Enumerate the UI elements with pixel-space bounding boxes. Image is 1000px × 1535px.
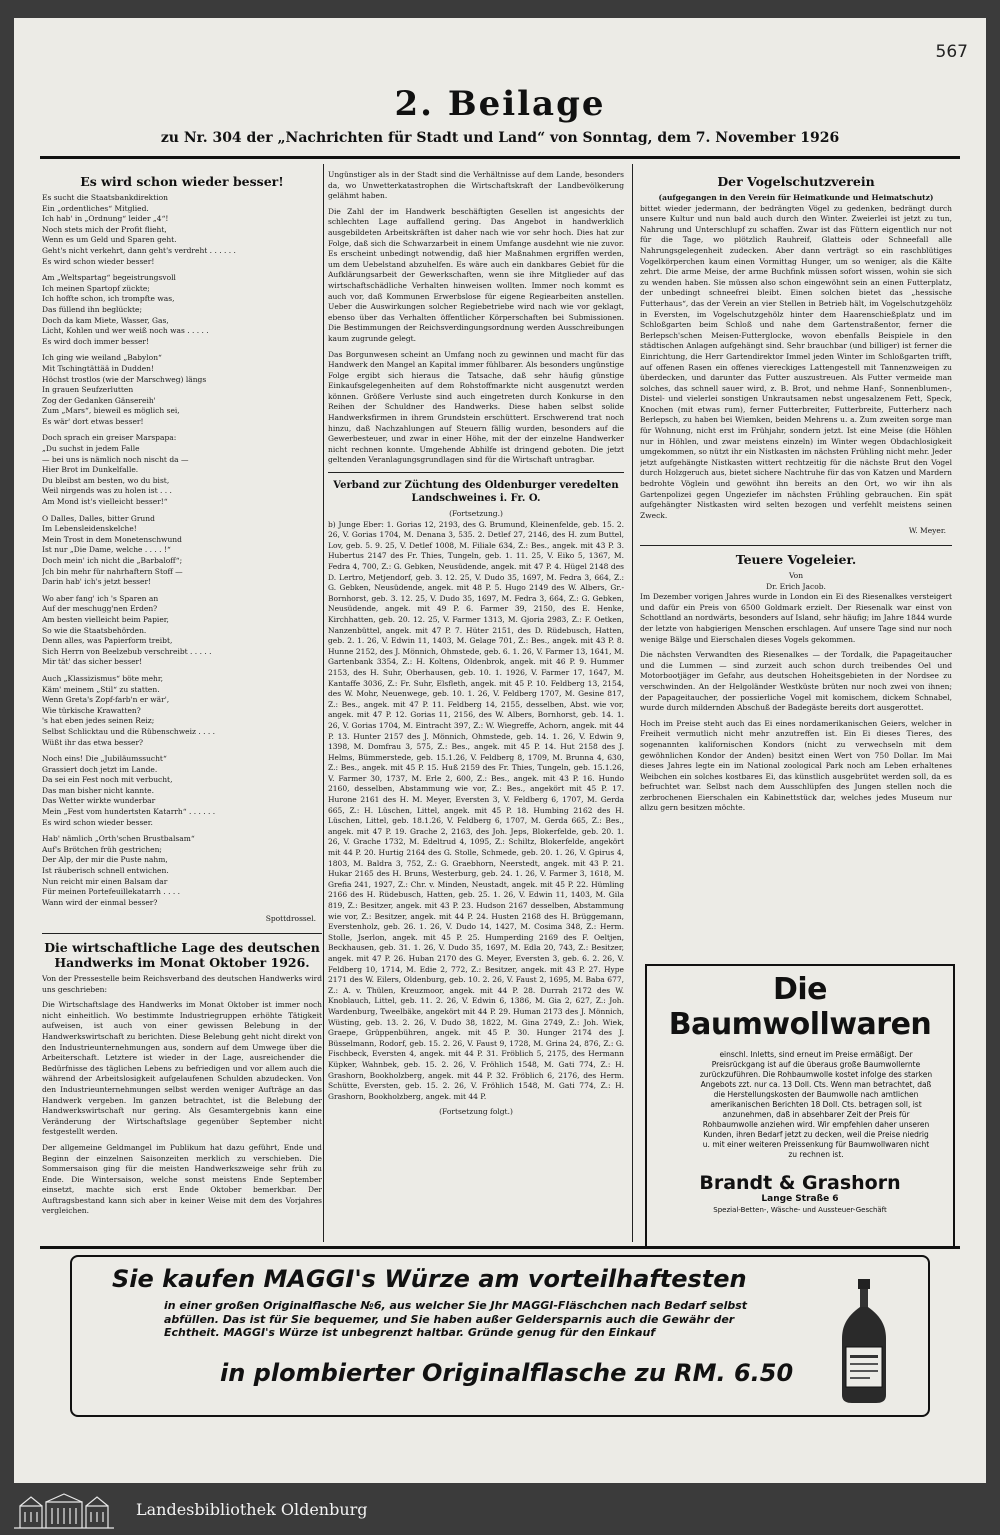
article-paragraph: Die Wirtschaftslage des Handwerks im Monat Oktober ist immer noch nicht einheitlich. Wo bestimmte Industriegruppen erhöhte Tätigkeit aufweisen, ist auch von einer gewissen Belebung in der Handwerkswirtschaft zu berichten. Diese Belebung geht nicht direkt von den Industrieunternehmungen aus, sondern auf dem Umwege über die Arbeiterschaft. Letztere ist wieder in der Lage, ausreichender die Bedürfnisse des täglichen Lebens zu befriedigen und vor allem auch die während der Arbeitslosigkeit aufgelaufenen Schulden abzudecken. Von den Industrieunternehmungen selbst werden weniger Aufträge an das Handwerk vergeben. Im ganzen betrachtet, ist die Belebung der Handwerkswirtschaft nur gering. Als Gesamtergebnis kann eine Veränderung der Wirtschaftslage gegenüber September nicht festgestellt werden. — [42, 1000, 322, 1137]
library-footer — [0, 1486, 1000, 1535]
eier-title: Teuere Vogeleier. — [735, 552, 857, 567]
verband-text: b) Junge Eber: 1. Gorias 12, 2193, des G. Brumund, Kleinenfelde, geb. 15. 2. 26, V. Gorias 1704, M. Denana 3, 535. 2. Detlef 27, 2146, des H. zum Buttel, Lov, geb. 5. 9. 25, V. Detlef 1008, M. Filiale 634, Z.: Bes., angek. mit 43 P. 3. Hubertus 2147 des Fr. Thies, Tungeln, geb. 1. 11. 25, V. Eiko 5, 1367, M. Fedra 4, 700, Z.: G. Gebken, Neusüdende, angek. mit 47 P. 4. Hügel 2148 des D. Lertro, Metjendorf, geb. 3. 12. 25, V. Dudo 35, 1697, M. Fedra 3, 664, Z.: G. Gebken, Neusüdende, angek. mit 48 P. 5. Hugo 2149 des W. Albers, Gr.-Bornhorst, geb. 3. 12. 25, V. Dudo 35, 1697, M. Fedra 3, 664, Z.: G. Gebken, Neusüdende, angek. mit 49 P. 6. Farmer 39, 2150, des E. Henke, Kirchhatten, geb. 20. 12. 25, V. Farmer 1313, M. Gjoria 2983, Z.: F. Oetken, Nanzenbüttel, angek. mit 47 P. 7. Hüter 2151, des D. Rüdebusch, Hatten, geb. 2. 1. 26, V. Edwin 11, 1403, M. Gelage 701, Z.: Bes., angek. mit 43 P. 8. Hunne 2152, des J. Mönnich, Ohmstede, geb. 6. 1. 26, V. Farmer 13, 1641, M. Gartenbank 3354, Z.: H. Koltens, Oldenbrok, angek. mit 46 P. 9. Hummer 2153, des H. Suhr, Oberhausen, geb. 10. 1. 1926, V. Farmer 17, 1647, M. Kantaffe 3036, Z.: Fr. Suhr, Elsfleth, angek. mit 45 P. 10. Feldberg 13, 2154, des W. Mohr, Neuenwege, geb. 10. 1. 26, V. Feldberg 1707, M. Gesine 817, Z.: Bes., angek. mit 47 P. 11. Feldberg 14, 2155, desselben, Abst. wie vor, angek. mit 47 P. 12. Gorias 11, 2156, des W. Albers, Bornhorst, geb. 14. 1. 26, V. Gorias 1704, M. Eintracht 397, Z.: W. Wiegreffe, Achorn, angek. mit 44 P. 13. Hunter 2157 des J. Mönnich, Ohmstede, geb. 14. 1. 26, V. Edwin 9, 1398, M. Domfrau 3, 575, Z.: Bes., angek. mit 45 P. 14. Hut 2158 des J. Helms, Bümmerstede, geb. 15.1.26, V. Feldberg 8, 1709, M. Brunna 4, 630, Z.: Bes., angek. mit 45 P. 15. Huß 2159 des Fr. Thies, Tungeln, geb. 15.1.26, V. Farmer 30, 1737, M. Erle 2, 600, Z.: Bes., angek. mit 43 P. 16. Hundo 2160, desselben, Abstammung wie vor, Z.: Bes., angekört mit 45 P. 17. Hurone 2161 des H. M. Meyer, Eversten 3, V. Feldberg 6, 1707, M. Gerda 665, Z.: H. Lüschen, Littel, angek. mit 45 P. 18. Humbing 2162 des H. Lüschen, Littel, geb. 18.1.26, V. Feldberg 6, 1707, M. Gerda 665, Z.: Bes., angek. mit 47 P. 19. Grache 2, 2163, des Joh. Jeps, Blokerfelde, geb. 20. 1. 26, V. Grache 1732, M. Edeltrud 4, 1095, Z.: Schiltz, Blokerfelde, angekört mit 44 P. 20. Hurtig 2164 des G. Stolle, Schmede, geb. 20. 1. 26, V. Gpirus 4, 1803, M. Baldra 3, 752, Z.: G. Graebhorn, Neerstedt, angek. mit 43 P. 21. Hukar 2165 des H. Bruns, Westerburg, geb. 24. 1. 26, V. Farmer 3, 1618, M. Grefia 241, 1927, Z.: Chr. v. Minden, Neustadt, angek. mit 45 P. 22. Hümling 2166 des H. Rüdebusch, Hatten, geb. 25. 1. 26, V. Edwin 11, 1403, M. Gila 819, Z.: Besitzer, angek. mit 43 P. 23. Hudson 2167 desselben, Abstammung wie vor, Z.: Besitzer, angek. mit 44 P. 24. Husten 2168 des H. Brüggemann, Everstenholz, geb. 26. 1. 26, V. Dudo 14, 1427, M. Cosima 348, Z.: Herm. Stolle, Jserlon, angek. mit 45 P. 25. Humperding 2169 des F. Oeltjen, Beckhausen, geb. 31. 1. 26, V. Dudo 35, 1697, M. Edla 20, 743, Z.: Besitzer, angek. mit 47 P. 26. Huban 2170 des G. Meyer, Eversten 3, geb. 6. 2. 26, V. Feldberg 10, 1714, M. Edie 2, 772, Z.: Besitzer, angek. mit 43 P. 27. Hype 2171 des W. Eilers, Oldenburg, geb. 10. 2. 26, V. Faust 2, 1695, M. Baba 677, Z.: A. v. Thülen, Kreuzmoor, angek. mit 44 P. 28. Durrah 2172 des W. Knoblauch, Littel, geb. 11. 2. 26, V. Edwin 6, 1386, M. Gia 2, 627, Z.: Joh. Wardenburg, Tweelbäke, angekört mit 44 P. 29. Human 2173 des J. Mönnich, Wüsting, geb. 13. 2. 26, V. Dudo 38, 1822, M. Gina 2749, Z.: Joh. Wiek, Graepe, Grüppenbühren, angek. mit 45 P. 30. Hunger 2174 des J. Büsselmann, Rodorf, geb. 15. 2. 26, V. Faust 9, 1728, M. Grina 24, 876, Z.: G. Fischbeck, Eversten 4, angek. mit 44 P. 31. Fröblich 5, 2175, des Hermann Küpker, Wahnbek, geb. 15. 2. 26, V. Fröhlich 1548, M. Gati 774, Z.: H. Grashorn, Bookholzberg, angek. mit 44 P. 32. Fröblich 6, 2176, des Herm. Schütte, Eversten, geb. 15. 2. 26, V. Fröhlich 1548, M. Gati 774, Z.: H. Grashorn, Bookholzberg, angek. mit 44 P. — [328, 519, 624, 1101]
maggi-body: in einer großen Originalflasche №6, aus welcher Sie Jhr MAGGI-Fläschchen nach Bedarf selbst abfüllen. Das ist für Sie bequemer, und Sie haben außer Geldersparnis auch die Gewähr der Echtheit. MAGGI's Würze ist unbegrenzt haltbar. Gründe genug für den Einkauf — [164, 1299, 748, 1339]
eier-author: Dr. Erich Jacob. — [766, 581, 826, 591]
maggi-price-line: in plombierter Originalflasche zu RM. 6.50 — [220, 1359, 794, 1387]
poem-stanza: Auch „Klassizismus“ böte mehr, Käm' meinem „Stil“ zu statten. Wenn Greta's Zopf-farb'n er wär', Wie türkische Krawatten? 's hat eben jedes seinen Reiz; Selbst Schlicktau und die Rübenschweiz . . . . Wüßt ihr das etwa besser? — [42, 673, 216, 747]
page-number: 567 — [935, 42, 968, 62]
ad-title: Die Baumwollwaren — [668, 972, 932, 1042]
eier-paragraph: Im Dezember vorigen Jahres wurde in London ein Ei des Riesenalkes versteigert und dafür ein Preis von 6500 Goldmark erzielt. Der Riesenalk war einst von Schottland an nordwärts, besonders auf Island, sehr häufig; im Jahre 1844 wurde der letzte von habgierigen Menschen erschlagen. Auf unsere Tage sind nur noch wenige Bälge und Eierschalen dieses Vogels gekommen. — [640, 592, 952, 644]
masthead: 2. Beilage — [394, 84, 606, 124]
ad-department: Spezial-Betten-, Wäsche- und Aussteuer-Geschäft — [713, 1206, 887, 1214]
ad-address: Lange Straße 6 — [761, 1194, 839, 1204]
poem-stanza: Doch sprach ein greiser Marspapa: „Du suchst in jedem Falle — bei uns is nämlich noch nischt da — Hier Brot im Dunkelfalle. Du bleibst am besten, wo du bist, Weil nirgends was zu holen ist . . . Am Mond ist's vielleicht besser!“ — [42, 433, 189, 507]
poem-stanza: Ich ging wie weiland „Babylon“ Mit Tschingtättää in Dudden! Höchst trostlos (wie der Marschweg) längs In grauen Seufzerlutten Zog der Gedanken Gänsereih' Zum „Mars“, bieweil es möglich sei, Es wär' dort etwas besser! — [42, 353, 207, 426]
issue-subheading: zu Nr. 304 der „Nachrichten für Stadt und Land“ von Sonntag, dem 7. November 1926 — [160, 130, 840, 146]
article-title: Die wirtschaftliche Lage des deutschen Handwerks im Monat Oktober 1926. — [44, 940, 320, 970]
article-separator — [42, 933, 322, 934]
poem-title: Es wird schon wieder besser! — [80, 174, 284, 189]
ad-brand: Brandt & Grashorn — [699, 1172, 901, 1194]
bottom-rule — [40, 1246, 960, 1249]
poem-stanza: Es sucht die Staatsbankdirektion Ein „ordentliches“ Mitglied. Ich hab' in „Ordnung“ leider „4“! Noch stets mich der Profit flieht, Wenn es um Geld und Sparen geht. Geht's nicht verkehrt, dann geht's verdreht . . . . . . Es wird schon wieder besser! — [42, 193, 236, 266]
vogel-signature: W. Meyer. — [908, 526, 946, 536]
maggi-bottle-icon — [836, 1277, 892, 1405]
eier-paragraph: Hoch im Preise steht auch das Ei eines nordamerikanischen Geiers, welcher in Freiheit vermutlich nicht mehr anzutreffen ist. Ein Ei dieses Tieres, des sogenannten kalifornischen Kondors (nicht zu verwechseln mit dem gewöhnlichen Kondor der Anden) besitzt einen Wert von 750 Dollar. Im Mai dieses Jahres legte ein im National zoological Park noch am Leben erhaltenes Weibchen ein solches kostbares Ei, das künstlich ausgebrütet werden soll, da es befruchtet war. Selbst nach dem Ausschlüpfen des Jungen stellen noch die zerbrochenen Eierschalen ein Kabinettstück dar, welches jedes Museum nur allzu gern besitzen möchte. — [640, 718, 952, 813]
verband-continued: (Fortsetzung folgt.) — [439, 1107, 513, 1117]
maggi-advertisement — [70, 1255, 930, 1417]
ad-text: einschl. Inletts, sind erneut im Preise ermäßigt. Der Preisrückgang ist auf die überaus große Baumwollernte zurückzuführen. Die Rohbaumwolle kostet infolge des starken Angebots zzt. nur ca. 13 Doll. Cts. Wenn man betrachtet, daß die Herstellungskosten der Baumwolle nach amtlichen amerikanischen Berichten 18 Doll. Cts. betragen soll, ist anzunehmen, daß in absehbarer Zeit der Preis für Rohbaumwolle anziehen wird. Wir empfehlen daher unseren Kunden, ihren Bedarf jetzt zu decken, weil die Preise niedrig u. mit einer weiteren Preissenkung für Baumwollwaren nicht zu rechnen ist. — [699, 1050, 933, 1159]
article-separator — [640, 545, 952, 546]
article-paragraph: Die Zahl der im Handwerk beschäftigten Gesellen ist angesichts der schlechten Lage auffallend gering. Das Angebot in handwerklich ausgebildeten Arbeitskräften ist daher nach wie vor sehr hoch. Dies hat zur Folge, daß sich die Schwarzarbeit in einem Umfange ausdehnt wie nie zuvor. Es erscheint unbedingt notwendig, daß hier Maßnahmen ergriffen werden, um dem Uebelstand abzuhelfen. Es wäre auch ein dankbares Gebiet für die Aufklärungsarbeit der Gewerkschaften, wenn sie ihre Mitglieder auf das wirtschaftschädliche Verhalten hinweisen wollten. Immer noch kommt es auch vor, daß Kommunen Erwerbslose für eigene Regiearbeiten anstellen. Ueber die Auswirkungen solcher Regiebetriebe wird nach wie vor geklagt, ebenso über das Verhalten öffentlicher Körperschaften bei Submissionen. Die Bestimmungen der Reichsverdingungsordnung werden Ausschreibungen kaum zugrunde gelegt. — [328, 206, 624, 343]
newspaper-page — [14, 18, 986, 1483]
article-paragraph: Der allgemeine Geldmangel im Publikum hat dazu geführt, Ende und Beginn der einzelnen Saisonzeiten merklich zu verschieben. Die Sommersaison ging für die meisten Handwerkszweige sehr früh zu Ende. Die Wintersaison, welche sonst meistens Ende September einsetzt, machte sich erst Ende Oktober bemerkbar. Der Auftragsbestand kann sich aber in keiner Weise mit dem des Vorjahres vergleichen. — [42, 1142, 322, 1216]
maggi-headline: Sie kaufen MAGGI's Würze am vorteilhaftesten — [112, 1265, 747, 1293]
column-3 — [640, 170, 952, 948]
eier-paragraph: Die nächsten Verwandten des Riesenalkes — der Tordalk, die Papageitaucher und die Lummen — sind zurzeit auch schon durch treibendes Oel und Motorbootjäger im Gefahr, aus deutschen Hoheitsgebieten in der Nordsee zu verschwinden. An der Helgoländer Westküste brüten nur noch zwei von ihnen; der Papageitaucher, der possierliche Vogel mit komischem, dickem Schnabel, wurde durch mildernden Abschuß der Badegäste bereits dort ausgerottet. — [640, 650, 952, 713]
column-divider-2 — [632, 164, 633, 1242]
column-2 — [328, 170, 624, 1242]
vogel-text: bittet wieder jedermann, der bedrängten Vögel zu gedenken, bedrängt durch unsere Kultur und nun bald auch durch den Winter. Zweierlei ist jetzt zu tun, Nahrung und Unterschlupf zu schaffen. Zwar ist das Füttern eigentlich nur not für die Tage, wo plötzlich Rauhreif, Glatteis oder Schneefall alle Nahrungsgelegenheit zudecken. Aber dann verträgt so ein raschblütiges Vogelkörperchen kaum einen Vormittag Hunger, um so weniger, als die Kälte zehrt. Die arme Meise, der arme Buchfink müssen sofort wissen, wohin sie sich zu wenden haben. Sie müssen also schon eingewöhnt sein an einen Futterplatz, der unbedingt schneefrei bleibt. Einen solchen bietet das „hessische Futterhaus“, das der Verein an vier Stellen in Betrieb hält, im Vogelschutzgehölz in Eversten, im Vogelschutzgehölz hinter dem Haarenschießplatz und im Schloßgarten beim Schloß und nahe dem Gartenstraßentor, ferner die Berlepsch'schen Meisen-Futterglocke, wovon ebenfalls Beispiele in den städtischen Anlagen aufgehängt sind. Sehr brauchbar (und billiger) ist ferner die Einrichtung, die Herr Gartendirektor Immel jeden Winter im Schloßgarten trifft, auf offenen Rasen ein offenes viereckiges Lattengestell mit Tannenzweigen zu überdecken, und darunter das Futter auszustreuen. Als Futter vermeide man solches, das schnell sauer wird, z. B. Brot, und nehme Hanf-, Sonnenblumen-, Distel- und vielerlei sonstigen Unkrautsamen nebst ungesalzenem Fett, Speck, Knochen (mit etwas rum), ferner Futterbreiter, Futterbreite, Futterherz nach Berlepsch, zu haben bei Wiemken, beiden Mehrens u. a. Zum zweiten sorge man für Wohnung, nicht erst im Frühjahr, sondern jetzt. Ist eine Meise (die Höhlen nur in Höhlen, und zwar meistens einzeln) im Winter wegen Obdachlosigkeit umgekommen, so nützt ihr ein Nistkasten im nächsten Frühling nicht mehr. Jeder jetzt aufgehängte Nistkasten wittert rechtzeitig für die nächste Brut den Vogel durch Holzgeruch aus, bietet sichere Nachtruhe für das von Katzen und Mardern bedrohte Vöglein und gewöhnt ihn bereits an den Ort, wo wir ihn als Gartenpolizei gegen Ungeziefer im nächsten Frühling gebrauchen. Ein spät aufgehängter Nistkasten wird selten bezogen und verfehlt meistens seinen Zweck. — [640, 203, 952, 520]
baumwolle-advertisement — [645, 964, 955, 1248]
poem-stanza: Wo aber fang' ich 's Sparen an Auf der meschugg'nen Erden? Am besten vielleicht beim Papier, So wie die Staatsbehörden. Denn alles, was Papierform treibt, Sich Herrn von Beelzebub verschreibt . . . . . Mir tät' das sicher besser! — [42, 593, 212, 667]
vogel-subtitle: (aufgegangen in den Verein für Heimatkunde und Heimatschutz) — [658, 193, 934, 202]
vogel-title: Der Vogelschutzverein — [717, 174, 875, 189]
poem-stanza: Hab' nämlich „Orth'schen Brustbalsam“ Auf's Brötchen früh gestrichen; Der Alp, der mir die Puste nahm, Ist räuberisch schnell entwichen. Nun reicht mir einen Balsam dar Für meinen Portefeuillekatarrh . . . . Wann wird der einmal besser? — [42, 834, 195, 907]
column-divider-1 — [323, 164, 324, 1242]
poem-stanza: O Dalles, Dalles, bitter Grund Im Lebensleidenskelche! Mein Trost in dem Monetenschwund Ist nur „Die Dame, welche . . . . !“ Doch mein' ich nicht die „Barbaloff“; Jch bin mehr für nahrhaftern Stoff — Darin hab' ich's jetzt besser! — [42, 513, 183, 587]
article-paragraph: Von der Pressestelle beim Reichsverband des deutschen Handwerks wird uns geschrieben: — [42, 974, 322, 994]
eier-author-von: Von — [788, 571, 804, 580]
library-building-icon — [12, 1492, 116, 1530]
verband-title: Verband zur Züchtung des Oldenburger veredelten Landschweines i. Fr. O. — [333, 480, 619, 505]
article-paragraph: Ungünstiger als in der Stadt sind die Verhältnisse auf dem Lande, besonders da, wo Unwetterkatastrophen die Wirtschaftskraft der Landbevölkerung gelähmt haben. — [328, 170, 624, 201]
library-name: Landesbibliothek Oldenburg — [136, 1500, 368, 1519]
verband-subtitle: (Fortsetzung.) — [449, 509, 503, 519]
poem-stanza: Am „Weltspartag“ begeistrungsvoll Ich meinen Spartopf zückte; Ich hoffte schon, ich trompfte was, Das füllend ihn beglückte; Doch da kam Miete, Wasser, Gas, Licht, Kohlen und wer weiß noch was . . . . . Es wird doch immer besser! — [42, 273, 209, 346]
header-rule — [40, 156, 960, 159]
poem-stanza: Noch eins! Die „Jubiläumssucht“ Grassiert doch jetzt im Lande. Da sei ein Fest noch mit verbucht, Das man bisher nicht kannte. Das Wetter wirkte wunderbar Mein „Fest vom hundertsten Katarrh“ . . . . . . Es wird schon wieder besser. — [42, 754, 216, 827]
article-separator — [328, 472, 624, 473]
poem-signature: Spottdrossel. — [265, 914, 316, 924]
article-paragraph: Das Borgunwesen scheint an Umfang noch zu gewinnen und macht für das Handwerk den Mangel an Kapital immer fühlbarer. Als besonders ungünstige Folge ergibt sich hieraus die Tatsache, daß sehr häufig günstige Einkaufsgelegenheiten auf dem Rohstoffmarkte nicht ausgenutzt werden können. Größere Verluste sind auch eingetreten durch Konkurse in den Reihen der Schuldner des Handwerks. Diese haben selbst solide Handwerksfirmen in ihrem Grundstein erschüttert. Erschwerend trat noch hinzu, daß Nachzahlungen auf Steuern fällig wurden, besonders auf die Gewerbesteuer, und zwar in einer Höhe, mit der der einzelne Handwerker nicht rechnen konnte. Umgehende Abhilfe ist dringend geboten. Die jetzt geltenden Veranlagungsgrundlagen sind für die Wirtschaft untragbar. — [328, 349, 624, 465]
column-1 — [42, 170, 322, 1242]
